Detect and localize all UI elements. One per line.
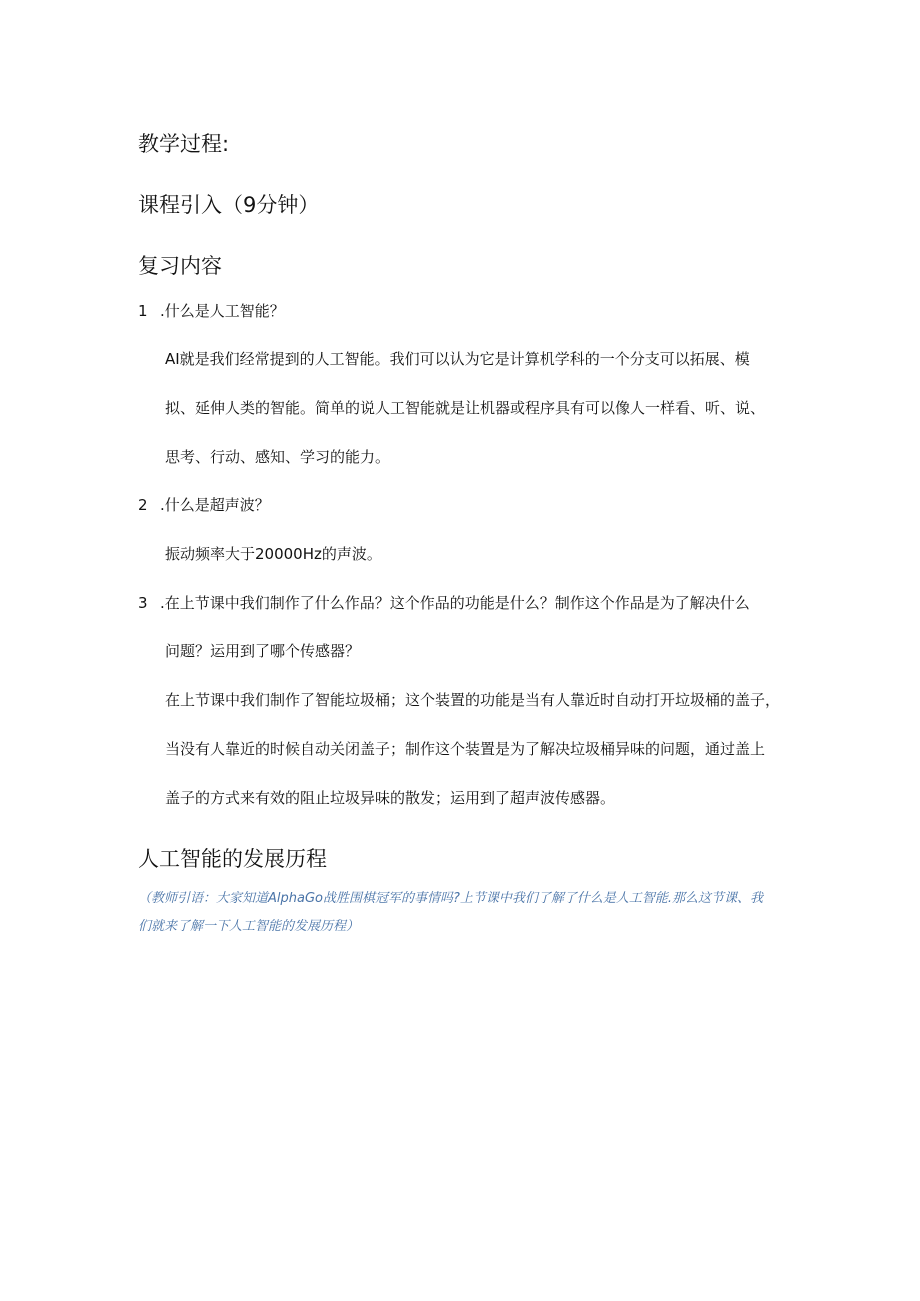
answer-3-line-1: 在上节课中我们制作了智能垃圾桶；这个装置的功能是当有人靠近时自动打开垃圾桶的盖子， xyxy=(165,691,781,709)
teacher-note-line-2: 们就来了解一下人工智能的发展历程） xyxy=(138,919,360,934)
answer-1-line-1: AI就是我们经常提到的人工智能。我们可以认为它是计算机学科的一个分支可以拓展、模 xyxy=(165,350,750,368)
question-1-text: .什么是人工智能？ xyxy=(160,302,285,320)
heading-review-content: 复习内容 xyxy=(138,254,222,278)
question-3-line-1: .在上节课中我们制作了什么作品？这个作品的功能是什么？制作这个作品是为了解决什么 xyxy=(160,594,750,612)
heading-ai-history: 人工智能的发展历程 xyxy=(138,847,327,871)
question-3-line-2: 问题？运用到了哪个传感器？ xyxy=(165,642,361,660)
question-2-number: 2 xyxy=(138,496,148,514)
heading-teaching-process: 教学过程: xyxy=(138,132,230,156)
question-3-number: 3 xyxy=(138,594,148,612)
heading-course-intro: 课程引入（9分钟） xyxy=(138,193,320,217)
answer-2-line-1: 振动频率大于20000Hz的声波。 xyxy=(165,545,382,563)
question-1-number: 1 xyxy=(138,302,148,320)
answer-3-line-3: 盖子的方式来有效的阻止垃圾异味的散发；运用到了超声波传感器。 xyxy=(165,789,616,807)
teacher-note-line-1: （教师引语：大家知道AlphaGo战胜围棋冠军的事情吗?上节课中我们了解了什么是人工智能.那么这节课、我 xyxy=(138,891,764,906)
answer-1-line-3: 思考、行动、感知、学习的能力。 xyxy=(165,448,391,466)
question-2-text: .什么是超声波？ xyxy=(160,496,270,514)
answer-3-line-2: 当没有人靠近的时候自动关闭盖子；制作这个装置是为了解决垃圾桶异味的问题，通过盖上 xyxy=(165,740,766,758)
answer-1-line-2: 拟、延伸人类的智能。简单的说人工智能就是让机器或程序具有可以像人一样看、听、说、 xyxy=(165,399,766,417)
